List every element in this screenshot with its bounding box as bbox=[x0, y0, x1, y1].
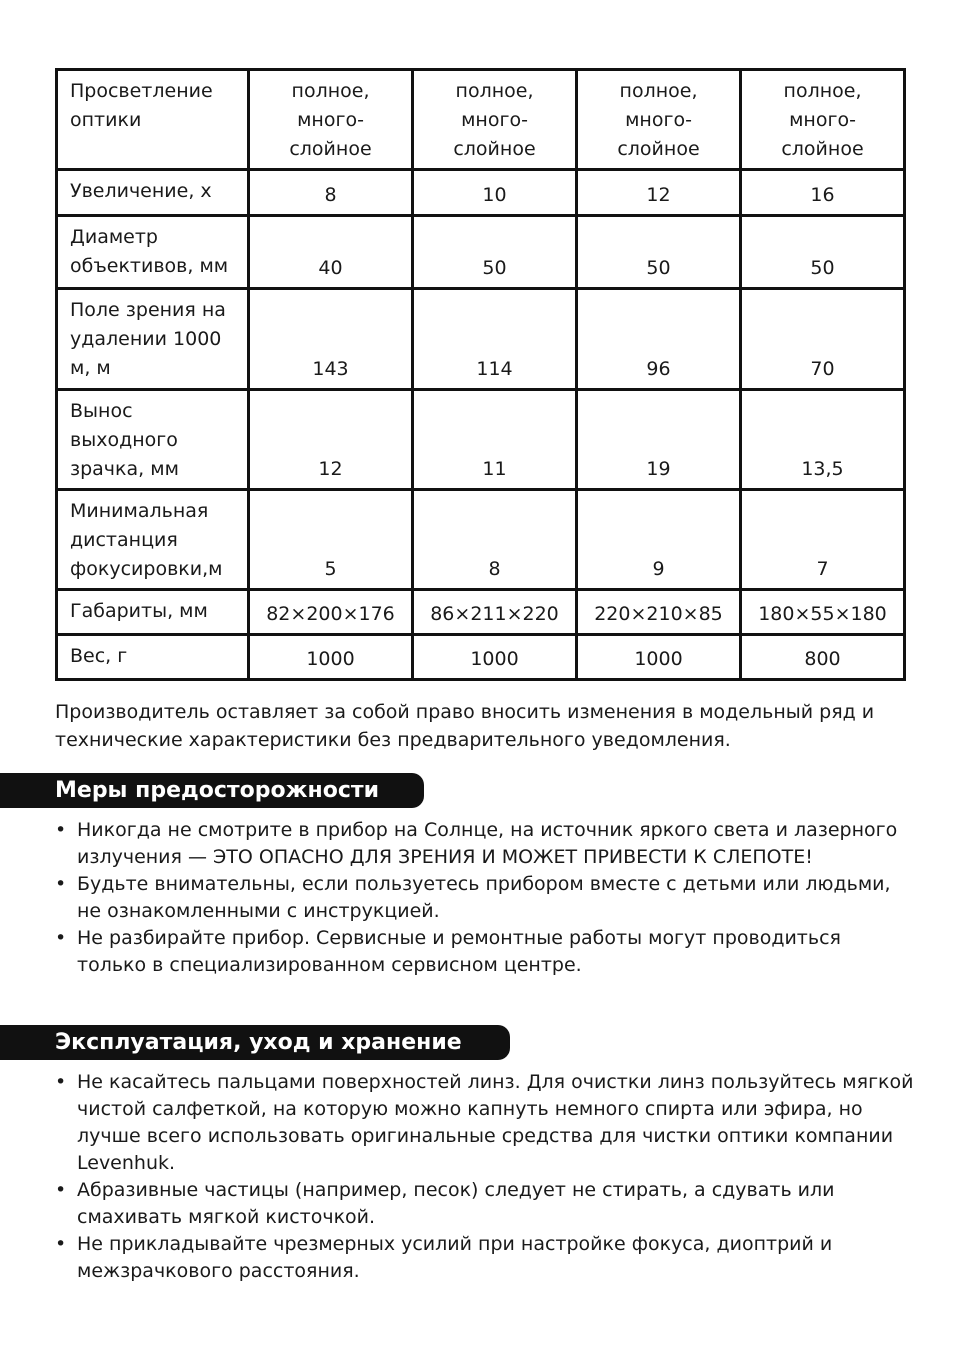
list-item bbox=[55, 1177, 915, 1231]
table-cell: 12 bbox=[577, 170, 741, 216]
table-cell: 86×211×220 bbox=[413, 590, 577, 635]
table-cell: 1000 bbox=[413, 635, 577, 680]
table-row bbox=[57, 390, 905, 490]
list-item bbox=[55, 1231, 915, 1285]
table-cell: 82×200×176 bbox=[249, 590, 413, 635]
precautions-list bbox=[55, 817, 915, 979]
specifications-table bbox=[55, 68, 906, 681]
list-item bbox=[55, 925, 915, 979]
bullet-icon: • bbox=[55, 1233, 67, 1255]
list-item bbox=[55, 1069, 915, 1177]
row-label: Вынос выходного зрачка, мм bbox=[57, 390, 249, 490]
table-cell: 50 bbox=[577, 216, 741, 289]
table-cell: 180×55×180 bbox=[741, 590, 905, 635]
list-item-text: Будьте внимательны, если пользуетесь прибором вместе с детьми или людьми, не ознакомленными с инструкцией. bbox=[77, 873, 891, 922]
list-item bbox=[55, 817, 915, 871]
table-cell: 9 bbox=[577, 490, 741, 590]
table-cell: 19 bbox=[577, 390, 741, 490]
bullet-icon: • bbox=[55, 873, 67, 895]
table-row bbox=[57, 490, 905, 590]
bullet-icon: • bbox=[55, 1179, 67, 1201]
table-cell: 8 bbox=[413, 490, 577, 590]
care-list bbox=[55, 1069, 915, 1285]
bullet-icon: • bbox=[55, 927, 67, 949]
table-cell: 5 bbox=[249, 490, 413, 590]
table-row bbox=[57, 70, 905, 170]
row-label: Увеличение, х bbox=[57, 170, 249, 216]
table-cell: 50 bbox=[413, 216, 577, 289]
list-item-text: Абразивные частицы (например, песок) следует не стирать, а сдувать или смахивать мягкой кисточкой. bbox=[77, 1179, 835, 1228]
table-cell: полное, много-слойное bbox=[741, 70, 905, 170]
table-row bbox=[57, 289, 905, 390]
row-label: Минимальная дистанция фокусировки,м bbox=[57, 490, 249, 590]
table-cell: полное, много-слойное bbox=[577, 70, 741, 170]
table-cell: 96 bbox=[577, 289, 741, 390]
table-cell: 13,5 bbox=[741, 390, 905, 490]
table-cell: 50 bbox=[741, 216, 905, 289]
table-row bbox=[57, 635, 905, 680]
row-label: Диаметр объективов, мм bbox=[57, 216, 249, 289]
bullet-icon: • bbox=[55, 819, 67, 841]
table-cell: 7 bbox=[741, 490, 905, 590]
table-cell: полное, много-слойное bbox=[249, 70, 413, 170]
list-item bbox=[55, 871, 915, 925]
table-cell: 16 bbox=[741, 170, 905, 216]
row-label: Просветление оптики bbox=[57, 70, 249, 170]
list-item-text: Не разбирайте прибор. Сервисные и ремонтные работы могут проводиться только в специализированном сервисном центре. bbox=[77, 927, 841, 976]
table-cell: 1000 bbox=[249, 635, 413, 680]
table-cell: 143 bbox=[249, 289, 413, 390]
row-label: Поле зрения на удалении 1000 м, м bbox=[57, 289, 249, 390]
section-heading-precautions: Меры предосторожности bbox=[0, 773, 424, 808]
table-row bbox=[57, 216, 905, 289]
table-row bbox=[57, 590, 905, 635]
table-cell: 8 bbox=[249, 170, 413, 216]
table-cell: 220×210×85 bbox=[577, 590, 741, 635]
table-cell: 11 bbox=[413, 390, 577, 490]
row-label: Вес, г bbox=[57, 635, 249, 680]
table-cell: 40 bbox=[249, 216, 413, 289]
row-label: Габариты, мм bbox=[57, 590, 249, 635]
table-cell: полное, много-слойное bbox=[413, 70, 577, 170]
table-cell: 12 bbox=[249, 390, 413, 490]
list-item-text: Не прикладывайте чрезмерных усилий при настройке фокуса, диоптрий и межзрачкового расстояния. bbox=[77, 1233, 833, 1282]
table-cell: 800 bbox=[741, 635, 905, 680]
table-cell: 114 bbox=[413, 289, 577, 390]
table-cell: 10 bbox=[413, 170, 577, 216]
list-item-text: Никогда не смотрите в прибор на Солнце, на источник яркого света и лазерного излучения — ЭТО ОПАСНО ДЛЯ ЗРЕНИЯ И МОЖЕТ ПРИВЕСТИ К СЛЕПОТЕ! bbox=[77, 819, 898, 868]
bullet-icon: • bbox=[55, 1071, 67, 1093]
section-heading-care: Эксплуатация, уход и хранение bbox=[0, 1025, 510, 1060]
table-row bbox=[57, 170, 905, 216]
table-cell: 1000 bbox=[577, 635, 741, 680]
manufacturer-notice: Производитель оставляет за собой право вносить изменения в модельный ряд и технические характеристики без предварительного уведомления. bbox=[55, 701, 875, 751]
list-item-text: Не касайтесь пальцами поверхностей линз. Для очистки линз пользуйтесь мягкой чистой салфеткой, на которую можно капнуть немного спирта или эфира, но лучше всего использовать оригинальные средства для чистки оптики компании Levenhuk. bbox=[77, 1071, 914, 1174]
table-cell: 70 bbox=[741, 289, 905, 390]
